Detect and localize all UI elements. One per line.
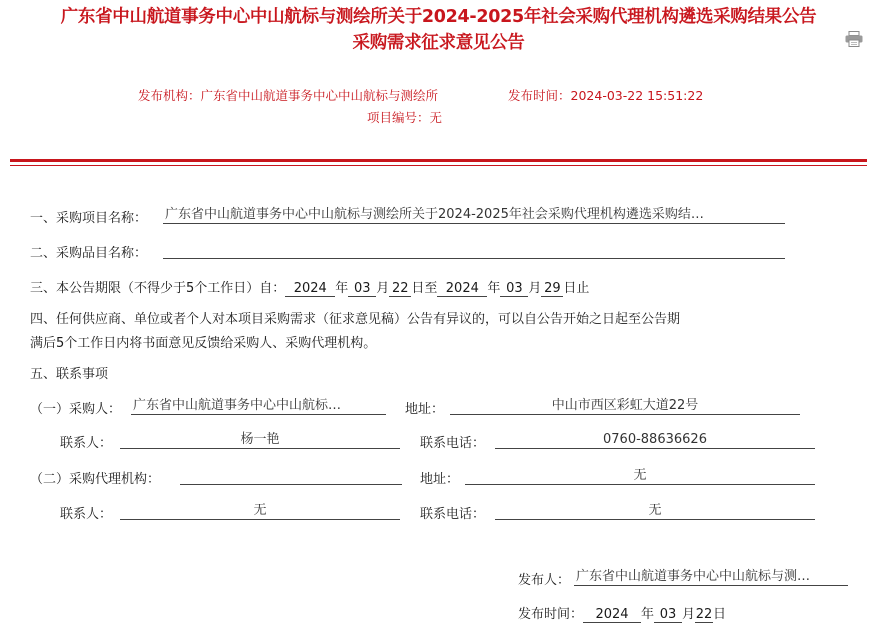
footer-month: 03: [654, 607, 682, 623]
end-month-char: 月: [528, 281, 542, 296]
contact-section-label: 五、联系事项: [30, 367, 109, 382]
start-year: 2024: [285, 281, 335, 297]
project-number-label: 项目编号：: [367, 110, 430, 125]
item2-label: 二、采购品目名称：: [30, 246, 148, 261]
footer-publisher-label: 发布人：: [518, 573, 571, 588]
publish-time-value: 2024-03-22 15:51:22: [570, 88, 704, 103]
divider-thin: [10, 165, 867, 166]
project-number-meta: [367, 108, 442, 126]
agency-field: [180, 467, 402, 485]
date-end: 日止: [563, 281, 590, 296]
divider-thick: [10, 159, 867, 162]
end-year: 2024: [437, 281, 487, 297]
notice-period: [30, 277, 589, 297]
publish-time-label: 发布时间：: [508, 88, 571, 103]
footer-year-char: 年: [641, 607, 655, 622]
agency-phone-label: 联系电话：: [420, 507, 486, 522]
purchaser-contact-label: 联系人：: [60, 436, 113, 451]
purchaser-address-field: 中山市西区彩虹大道22号: [450, 397, 800, 415]
footer-month-char: 月: [682, 607, 696, 622]
start-month: 03: [348, 281, 376, 297]
start-day: 22: [389, 281, 411, 297]
start-year-char: 年: [335, 281, 349, 296]
end-month: 03: [500, 281, 528, 297]
agency-address-label: 地址：: [420, 472, 460, 487]
notice-period-label: 三、本公告期限（不得少于5个工作日）自：: [30, 281, 286, 296]
publish-time-meta: [508, 86, 703, 104]
objection-text-line1: 四、任何供应商、单位或者个人对本项目采购需求（征求意见稿）公告有异议的，可以自公告开始之日起至公告期: [30, 312, 681, 327]
agency-phone-field: 无: [495, 502, 815, 520]
agency-contact-field: 无: [120, 502, 400, 520]
end-day: 29: [541, 281, 563, 297]
publisher-meta: [138, 86, 438, 104]
date-to: 日至: [411, 281, 438, 296]
purchaser-field: 广东省中山航道事务中心中山航标…: [131, 397, 386, 415]
category-name-field: [163, 241, 785, 259]
agency-address-field: 无: [465, 467, 815, 485]
start-month-char: 月: [376, 281, 390, 296]
footer-day-char: 日: [713, 607, 727, 622]
footer-day: 22: [695, 607, 713, 622]
project-name-field: 广东省中山航道事务中心中山航标与测绘所关于2024-2025年社会采购代理机构遴选采购结…: [163, 206, 785, 224]
project-number-value: 无: [429, 110, 443, 125]
purchaser-contact-field: 杨一艳: [120, 431, 400, 449]
purchaser-phone-field: 0760-88636626: [495, 431, 815, 449]
page-subtitle: 采购需求征求意见公告: [352, 33, 525, 53]
item1-label: 一、采购项目名称：: [30, 211, 148, 226]
footer-year: 2024: [583, 607, 641, 623]
publisher-label: 发布机构：: [138, 88, 201, 103]
footer-date: [518, 603, 726, 623]
end-year-char: 年: [487, 281, 501, 296]
purchaser-label: （一）采购人：: [30, 402, 122, 417]
agency-label: （二）采购代理机构：: [30, 472, 161, 487]
footer-publisher-field: 广东省中山航道事务中心中山航标与测…: [574, 568, 848, 586]
agency-contact-label: 联系人：: [60, 507, 113, 522]
printer-icon[interactable]: [845, 31, 863, 47]
objection-text-line2: 满后5个工作日内将书面意见反馈给采购人、采购代理机构。: [30, 336, 377, 351]
publisher-value: 广东省中山航道事务中心中山航标与测绘所: [200, 88, 439, 103]
purchaser-phone-label: 联系电话：: [420, 436, 486, 451]
purchaser-address-label: 地址：: [405, 402, 445, 417]
footer-date-label: 发布时间：: [518, 607, 584, 622]
page-title: 广东省中山航道事务中心中山航标与测绘所关于2024-2025年社会采购代理机构遴选采购结果公告: [60, 7, 817, 27]
